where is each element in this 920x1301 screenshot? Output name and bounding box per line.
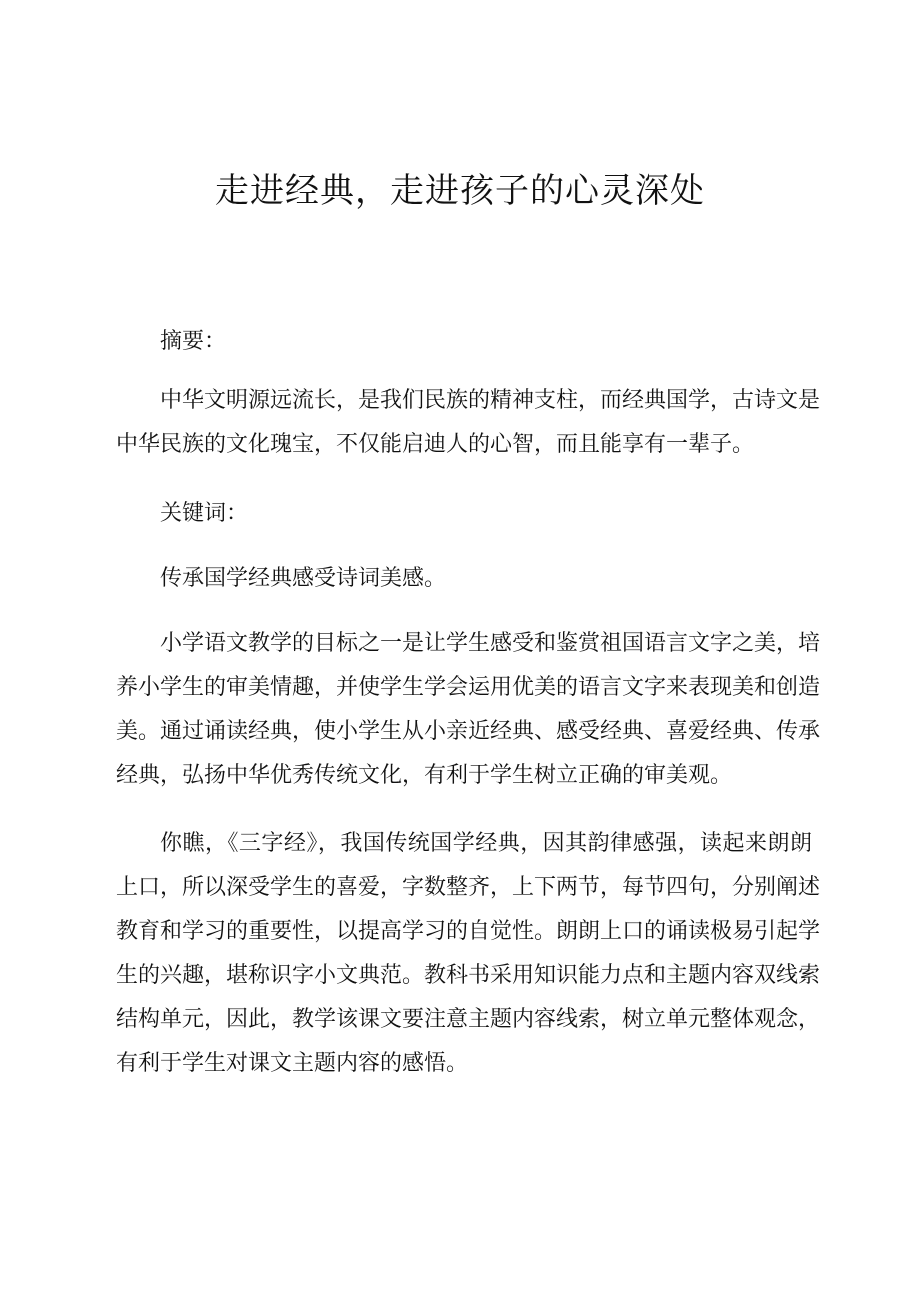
abstract-label <box>116 320 812 364</box>
keywords-paragraph <box>116 557 812 601</box>
paragraph2-line-3: 教育和学习的重要性，以提高学习的自觉性。朗朗上口的诵读极易引起学 <box>116 919 821 944</box>
paragraph1-line-2: 养小学生的审美情趣，并使学生学会运用优美的语言文字来表现美和创造 <box>116 675 821 700</box>
paragraph2-line-4: 生的兴趣，堪称识字小文典范。教科书采用知识能力点和主题内容双线索 <box>116 963 821 988</box>
abstract-line-2: 中华民族的文化瑰宝，不仅能启迪人的心智，而且能享有一辈子。 <box>116 432 755 457</box>
abstract-label-text: 摘要： <box>160 329 227 354</box>
body-paragraph-2 <box>116 822 821 1086</box>
paragraph2-line-1: 你瞧，《三字经》，我国传统国学经典，因其韵律感强，读起来朗朗 <box>160 831 812 856</box>
abstract-line-1: 中华文明源远流长，是我们民族的精神支柱，而经典国学，古诗文是 <box>160 388 821 413</box>
paragraph1-line-3: 美。通过诵读经典，使小学生从小亲近经典、感受经典、喜爱经典、传承 <box>116 719 821 744</box>
paragraph1-line-1: 小学语文教学的目标之一是让学生感受和鉴赏祖国语言文字之美，培 <box>160 631 821 656</box>
paragraph1-line-4: 经典，弘扬中华优秀传统文化，有利于学生树立正确的审美观。 <box>116 763 733 788</box>
keywords-label-text: 关键词： <box>160 501 249 526</box>
page-title: 走进经典，走进孩子的心灵深处 <box>215 171 705 211</box>
paragraph2-line-5: 结构单元，因此，教学该课文要注意主题内容线索，树立单元整体观念， <box>116 1007 821 1032</box>
keywords-text: 传承国学经典感受诗词美感。 <box>160 566 447 591</box>
keywords-label <box>116 492 812 536</box>
paragraph2-line-6: 有利于学生对课文主题内容的感悟。 <box>116 1051 469 1076</box>
body-paragraph-1 <box>116 622 821 798</box>
paragraph2-line-2: 上口，所以深受学生的喜爱，字数整齐，上下两节，每节四句，分别阐述 <box>116 875 821 900</box>
abstract-paragraph <box>116 379 821 467</box>
